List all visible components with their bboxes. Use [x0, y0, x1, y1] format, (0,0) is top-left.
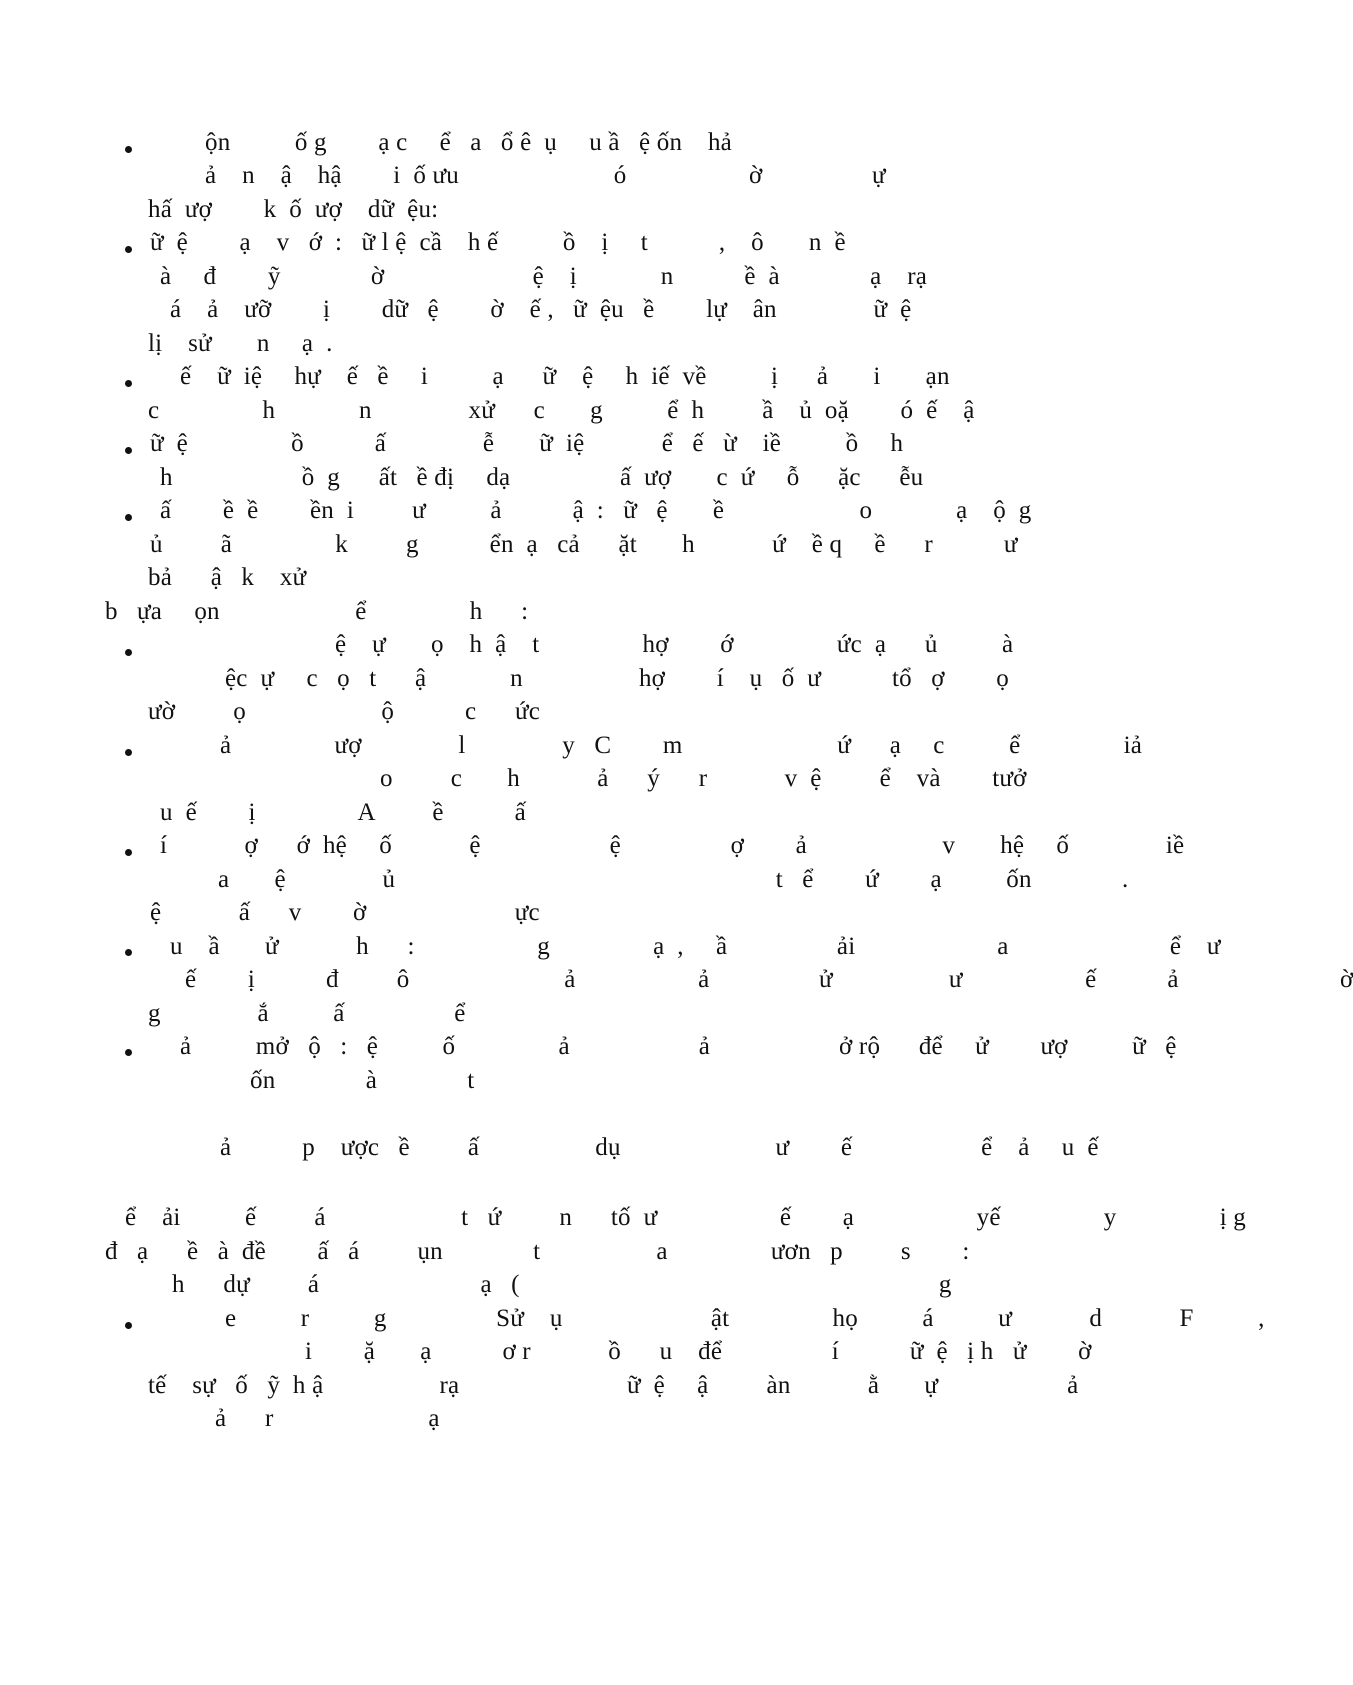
text-line: í ợ ớ hệ ố ệ ệ ợ ả v hệ ố iề — [160, 832, 1185, 859]
text-line: ệc ự c ọ t ậ n hợ í ụ ố ư tổ ợ ọ — [225, 665, 1009, 692]
text-line: đ ạ ề à đề ấ á ụn t a ươn p s : — [105, 1238, 970, 1265]
bullet — [125, 1049, 132, 1056]
text-line: h dự á ạ ( g — [172, 1271, 952, 1298]
text-line: ộn ố g ạ c ể a ổ ê ụ u ầ ệ ốn hả — [205, 129, 732, 156]
text-line: ườ ọ ộ c ức — [148, 698, 541, 725]
bullet — [125, 246, 132, 253]
text-line: ệ ấ v ờ ực — [150, 899, 540, 926]
text-line: ả ượ l y C m ứ ạ c ể iả — [220, 732, 1143, 759]
text-line: ệ ự ọ h ậ t hợ ớ ức ạ ủ à — [335, 631, 1014, 658]
text-line: e r g Sử ụ ật họ á ư d F , — [225, 1305, 1265, 1332]
bullet — [125, 949, 132, 956]
bullet — [125, 380, 132, 387]
text-line: b ựa ọn ể h : — [105, 598, 529, 625]
text-line: c h n xử c g ể h ầ ủ oặ ó ế ậ — [148, 397, 975, 424]
text-line: u ế ị A ề ấ — [160, 799, 526, 826]
text-line: i ặ ạ ơ r ồ u để í ữ ệ ị h ử ờ — [305, 1338, 1092, 1365]
bullet — [125, 1322, 132, 1329]
text-line: ữ ệ ồ ấ ễ ữ iệ ể ế ừ iề ồ h — [150, 430, 904, 457]
bullet — [125, 649, 132, 656]
bullet — [125, 447, 132, 454]
text-line: á ả ưỡ ị dữ ệ ờ ế , ữ ệu ề lự ân ữ ệ — [170, 296, 912, 323]
text-line: ả r ạ — [215, 1405, 440, 1432]
text-line: lị sử n ạ . — [148, 330, 333, 357]
text-line: u ầ ử h : g ạ , ầ ải a ể ư — [170, 933, 1221, 960]
text-line: o c h ả ý r v ệ ể và tưở — [380, 765, 1027, 792]
bullet — [125, 146, 132, 153]
bullet — [125, 514, 132, 521]
bullet — [125, 849, 132, 856]
text-line: ế ị đ ô ả ả ử ư ế ả ờ — [185, 966, 1353, 993]
text-line: à đ ỹ ờ ệ ị n ề à ạ rạ — [160, 263, 928, 290]
text-line: bả ậ k xử — [148, 564, 307, 591]
text-line: ốn à t — [250, 1067, 475, 1094]
text-line: ấ ề ề ền i ư ả ậ : ữ ệ ề o ạ ộ g — [160, 497, 1032, 524]
text-line: h ồ g ất ề đị dạ ấ ượ c ứ ỗ ặc ễu — [160, 464, 924, 491]
text-line: ế ữ iệ hự ế ề i ạ ữ ệ h iế về ị ả i ạn — [180, 363, 950, 390]
bullet — [125, 749, 132, 756]
text-line: a ệ ủ t ể ứ ạ ốn . — [218, 866, 1129, 893]
text-line: ữ ệ ạ v ớ : ữ l ệ cầ h ế ồ ị t , ô n ề — [150, 229, 846, 256]
text-line: g ắ ấ ể — [148, 1000, 466, 1027]
text-line: ủ ã k g ển ạ cả ặt h ứ ề q ề r ư — [150, 531, 1018, 558]
text-line: ả mở ộ : ệ ố ả ả ở rộ để ử ượ ữ ệ — [180, 1033, 1177, 1060]
text-line: hấ ượ k ố ượ dữ ệu: — [148, 196, 439, 223]
text-line: ể ải ế á t ứ n tố ư ế ạ yế y ị g — [125, 1204, 1247, 1231]
text-line: ả n ậ hậ i ố ưu ó ờ ự — [205, 162, 886, 189]
section-heading: ả p ược ề ấ dụ ư ế ể ả u ế — [220, 1134, 1099, 1161]
text-line: tế sự ố ỹ h ậ rạ ữ ệ ậ àn ằ ự ả — [148, 1372, 1079, 1399]
